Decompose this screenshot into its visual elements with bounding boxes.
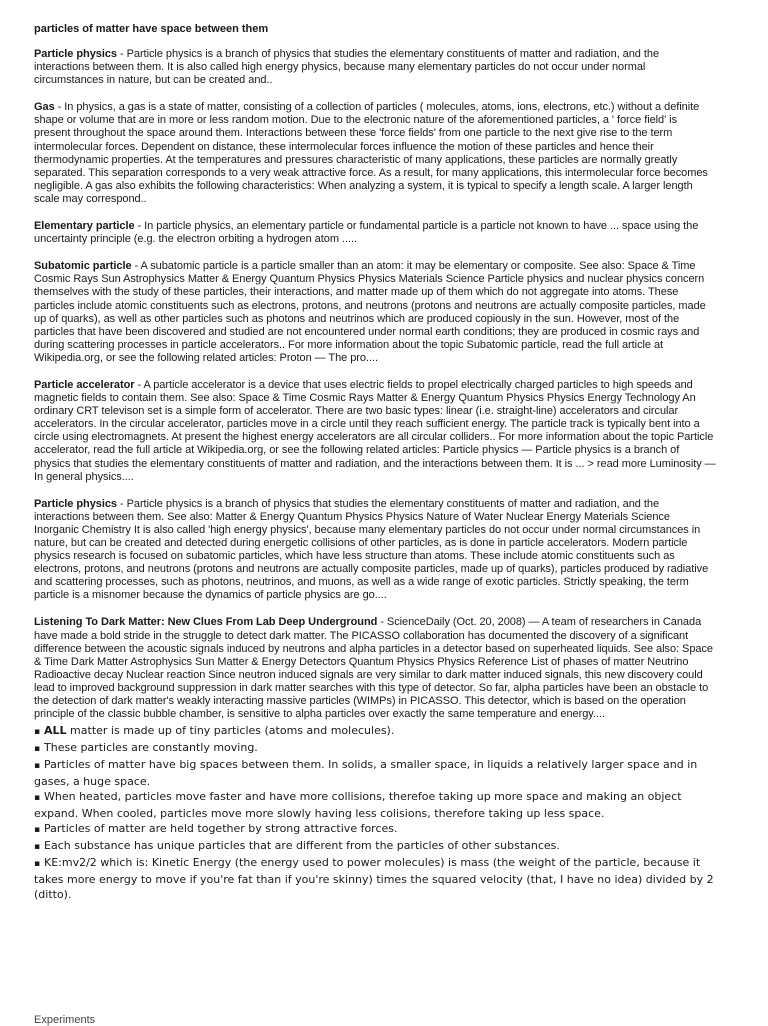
next-section-heading: Experiments	[34, 1014, 96, 1026]
document-page	[34, 20, 716, 902]
entry-elementary-particle	[34, 220, 716, 246]
bullet-text: Particles of matter have big spaces between them. In solids, a smaller space, in liquids a relatively larger space and in gases, a huge space.	[34, 758, 698, 789]
bullet-text: matter is made up of tiny particles (atoms and molecules).	[66, 724, 395, 738]
entry-term: Subatomic particle	[34, 260, 132, 273]
entry-term: Elementary particle	[34, 220, 135, 233]
bullet-icon: ▪	[34, 793, 41, 804]
entry-text: - In physics, a gas is a state of matter, consisting of a collection of particles ( molecules, atoms, ions, electrons, etc.) without a definite shape or volume that are in more or less random motion. Due to the electronic nature of the aforementioned particles, a ' force field' is present throughout the space around them. Interactions between these 'force fields' from one particle to the next give rise to the term intermolecular forces. Dependent on distance, these intermolecular forces influence the motion of these particles and hence their thermodynamic properties. At the temperatures and pressures characteristic of many applications, these particles are normally greatly separated. This separation corresponds to a very weak attractive force. As a result, for many applications, this intermolecular force becomes negligible. A gas also exhibits the following characteristics: When analyzing a system, it is typical to specify a length scale. A larger length scale may correspond..	[34, 101, 708, 205]
facts-bullet-list	[34, 723, 716, 902]
entry-text: - A particle accelerator is a device that uses electric fields to propel electrically charged particles to high speeds and magnetic fields to contain them. See also: Space & Time Cosmic Rays Matter & Energy Quantum Physics Physics Energy Technology An ordinary CRT televison set is a simple form of accelerator. There are two basic types: linear (i.e. straight-line) accelerators and circular accelerators. In the circular accelerator, particles move in a circle until they reach sufficient energy. The particle track is typically bent into a circle using electromagnets. At present the highest energy accelerators are all circular colliders.. For more information about the topic Particle accelerator, read the full article at Wikipedia.org, or see the following related articles: Particle physics — Particle physics is a branch of physics that studies the elementary constituents of matter and radiation, and the interactions between them. It is ... > read more Luminosity — In general physics....	[34, 378, 716, 483]
bullet-icon: ▪	[34, 727, 41, 738]
entry-gas	[34, 101, 716, 206]
entry-list	[34, 48, 716, 721]
list-item	[34, 789, 716, 821]
entry-term: Gas	[34, 101, 55, 114]
entry-term: Particle physics	[34, 48, 117, 60]
entry-particle-physics	[34, 48, 716, 87]
list-item	[34, 723, 716, 740]
list-item	[34, 757, 716, 789]
entry-text: - ScienceDaily (Oct. 20, 2008) — A team of researchers in Canada have made a bold stride in the struggle to detect dark matter. The PICASSO collaboration has documented the discovery of a significant difference between the acoustic signals induced by neutrons and alpha particles in a detector based on superheated liquids. See also: Space & Time Dark Matter Astrophysics Sun Matter & Energy Detectors Quantum Physics Physics Reference List of phases of matter Neutrino Radioactive decay Nuclear reaction Since neutron induced signals are very similar to dark matter induced signals, this new discovery could lead to improved background suppression in dark matter searches with this type of detector. So far, alpha particles have been an obstacle to the detection of dark matter's weakly interacting massive particles (WIMPs) in PICASSO. This detector, which is based on the operation principle of the classic bubble chamber, is sensitive to alpha particles over exactly the same temperature and energy....	[34, 616, 713, 721]
entry-term: Listening To Dark Matter: New Clues From Lab Deep Underground	[34, 616, 378, 629]
list-item	[34, 855, 716, 902]
entry-term: Particle physics	[34, 497, 117, 510]
list-item	[34, 838, 716, 855]
entry-text: - In particle physics, an elementary particle or fundamental particle is a particle not known to have ... space using the uncertainty principle (e.g. the electron orbiting a hydrogen atom .....	[34, 220, 699, 246]
bullet-lead: ALL	[44, 724, 67, 738]
bullet-icon: ▪	[34, 859, 41, 870]
entry-subatomic-particle	[34, 260, 716, 365]
list-item	[34, 821, 716, 838]
bullet-text: Particles of matter are held together by strong attractive forces.	[44, 822, 398, 836]
page-title: particles of matter have space between them	[34, 23, 269, 35]
bullet-text: Each substance has unique particles that are different from the particles of other substances.	[44, 839, 560, 853]
entry-text: - A subatomic particle is a particle smaller than an atom: it may be elementary or composite. See also: Space & Time Cosmic Rays Sun Astrophysics Matter & Energy Quantum Physics Physics Materials Science Particle physics and nuclear physics concern themselves with the study of these particles, their interactions, and matter made up of them which do not aggregate into atoms. These particles include atomic constituents such as electrons, protons, and neutrons (protons and neutrons are actually composite particles, made up of quarks), as well as other particles such as photons and neutrinos which are produced copiously in the sun. However, most of the particles that have been discovered and studied are not encountered under normal earth conditions; they are produced in cosmic rays and during scattering processes in particle accelerators.. For more information about the topic Subatomic particle, read the full article at Wikipedia.org, or see the following related articles: Proton — The pro....	[34, 260, 706, 364]
bullet-icon: ▪	[34, 761, 41, 772]
bullet-icon: ▪	[34, 825, 41, 836]
entry-particle-physics-2	[34, 498, 716, 603]
bullet-text: These particles are constantly moving.	[44, 741, 258, 755]
entry-text: - Particle physics is a branch of physics that studies the elementary constituents of matter and radiation, and the interactions between them. It is also called high energy physics, because many elementary particles do not occur under normal circumstances in nature, but can be created and..	[34, 48, 660, 87]
entry-particle-accelerator	[34, 379, 716, 484]
entry-term: Particle accelerator	[34, 378, 135, 391]
list-item	[34, 740, 716, 757]
bullet-text: When heated, particles move faster and have more collisions, therefoe taking up more space and making an object expand. When cooled, particles move more slowly having less colisions, therefore taking up less space.	[34, 790, 682, 821]
bullet-icon: ▪	[34, 842, 41, 853]
bullet-text: KE:mv2/2 which is: Kinetic Energy (the energy used to power molecules) is mass (the weight of the particle, because it takes more energy to move if you're fat than if you're skinny) times the squared velocity (that, I have no idea) divided by 2 (ditto).	[34, 856, 714, 902]
entry-dark-matter	[34, 616, 716, 721]
bullet-icon: ▪	[34, 744, 41, 755]
entry-text: - Particle physics is a branch of physics that studies the elementary constituents of matter and radiation, and the interactions between them. See also: Matter & Energy Quantum Physics Physics Nature of Water Nuclear Energy Materials Science Inorganic Chemistry It is also called 'high energy physics', because many elementary particles do not occur under normal circumstances in nature, but can be created and detected during energetic collisions of other particles, as is done in particle accelerators. Modern particle physics research is focused on subatomic particles, which have less structure than atoms. These include atomic constituents such as electrons, protons, and neutrons (protons and neutrons are actually composite particles, made up of quarks), particles produced by radiative and scattering processes, such as photons, neutrinos, and muons, as well as a wide range of exotic particles. Strictly speaking, the term particle is a misnomer because the dynamics of particle physics are go....	[34, 497, 709, 602]
